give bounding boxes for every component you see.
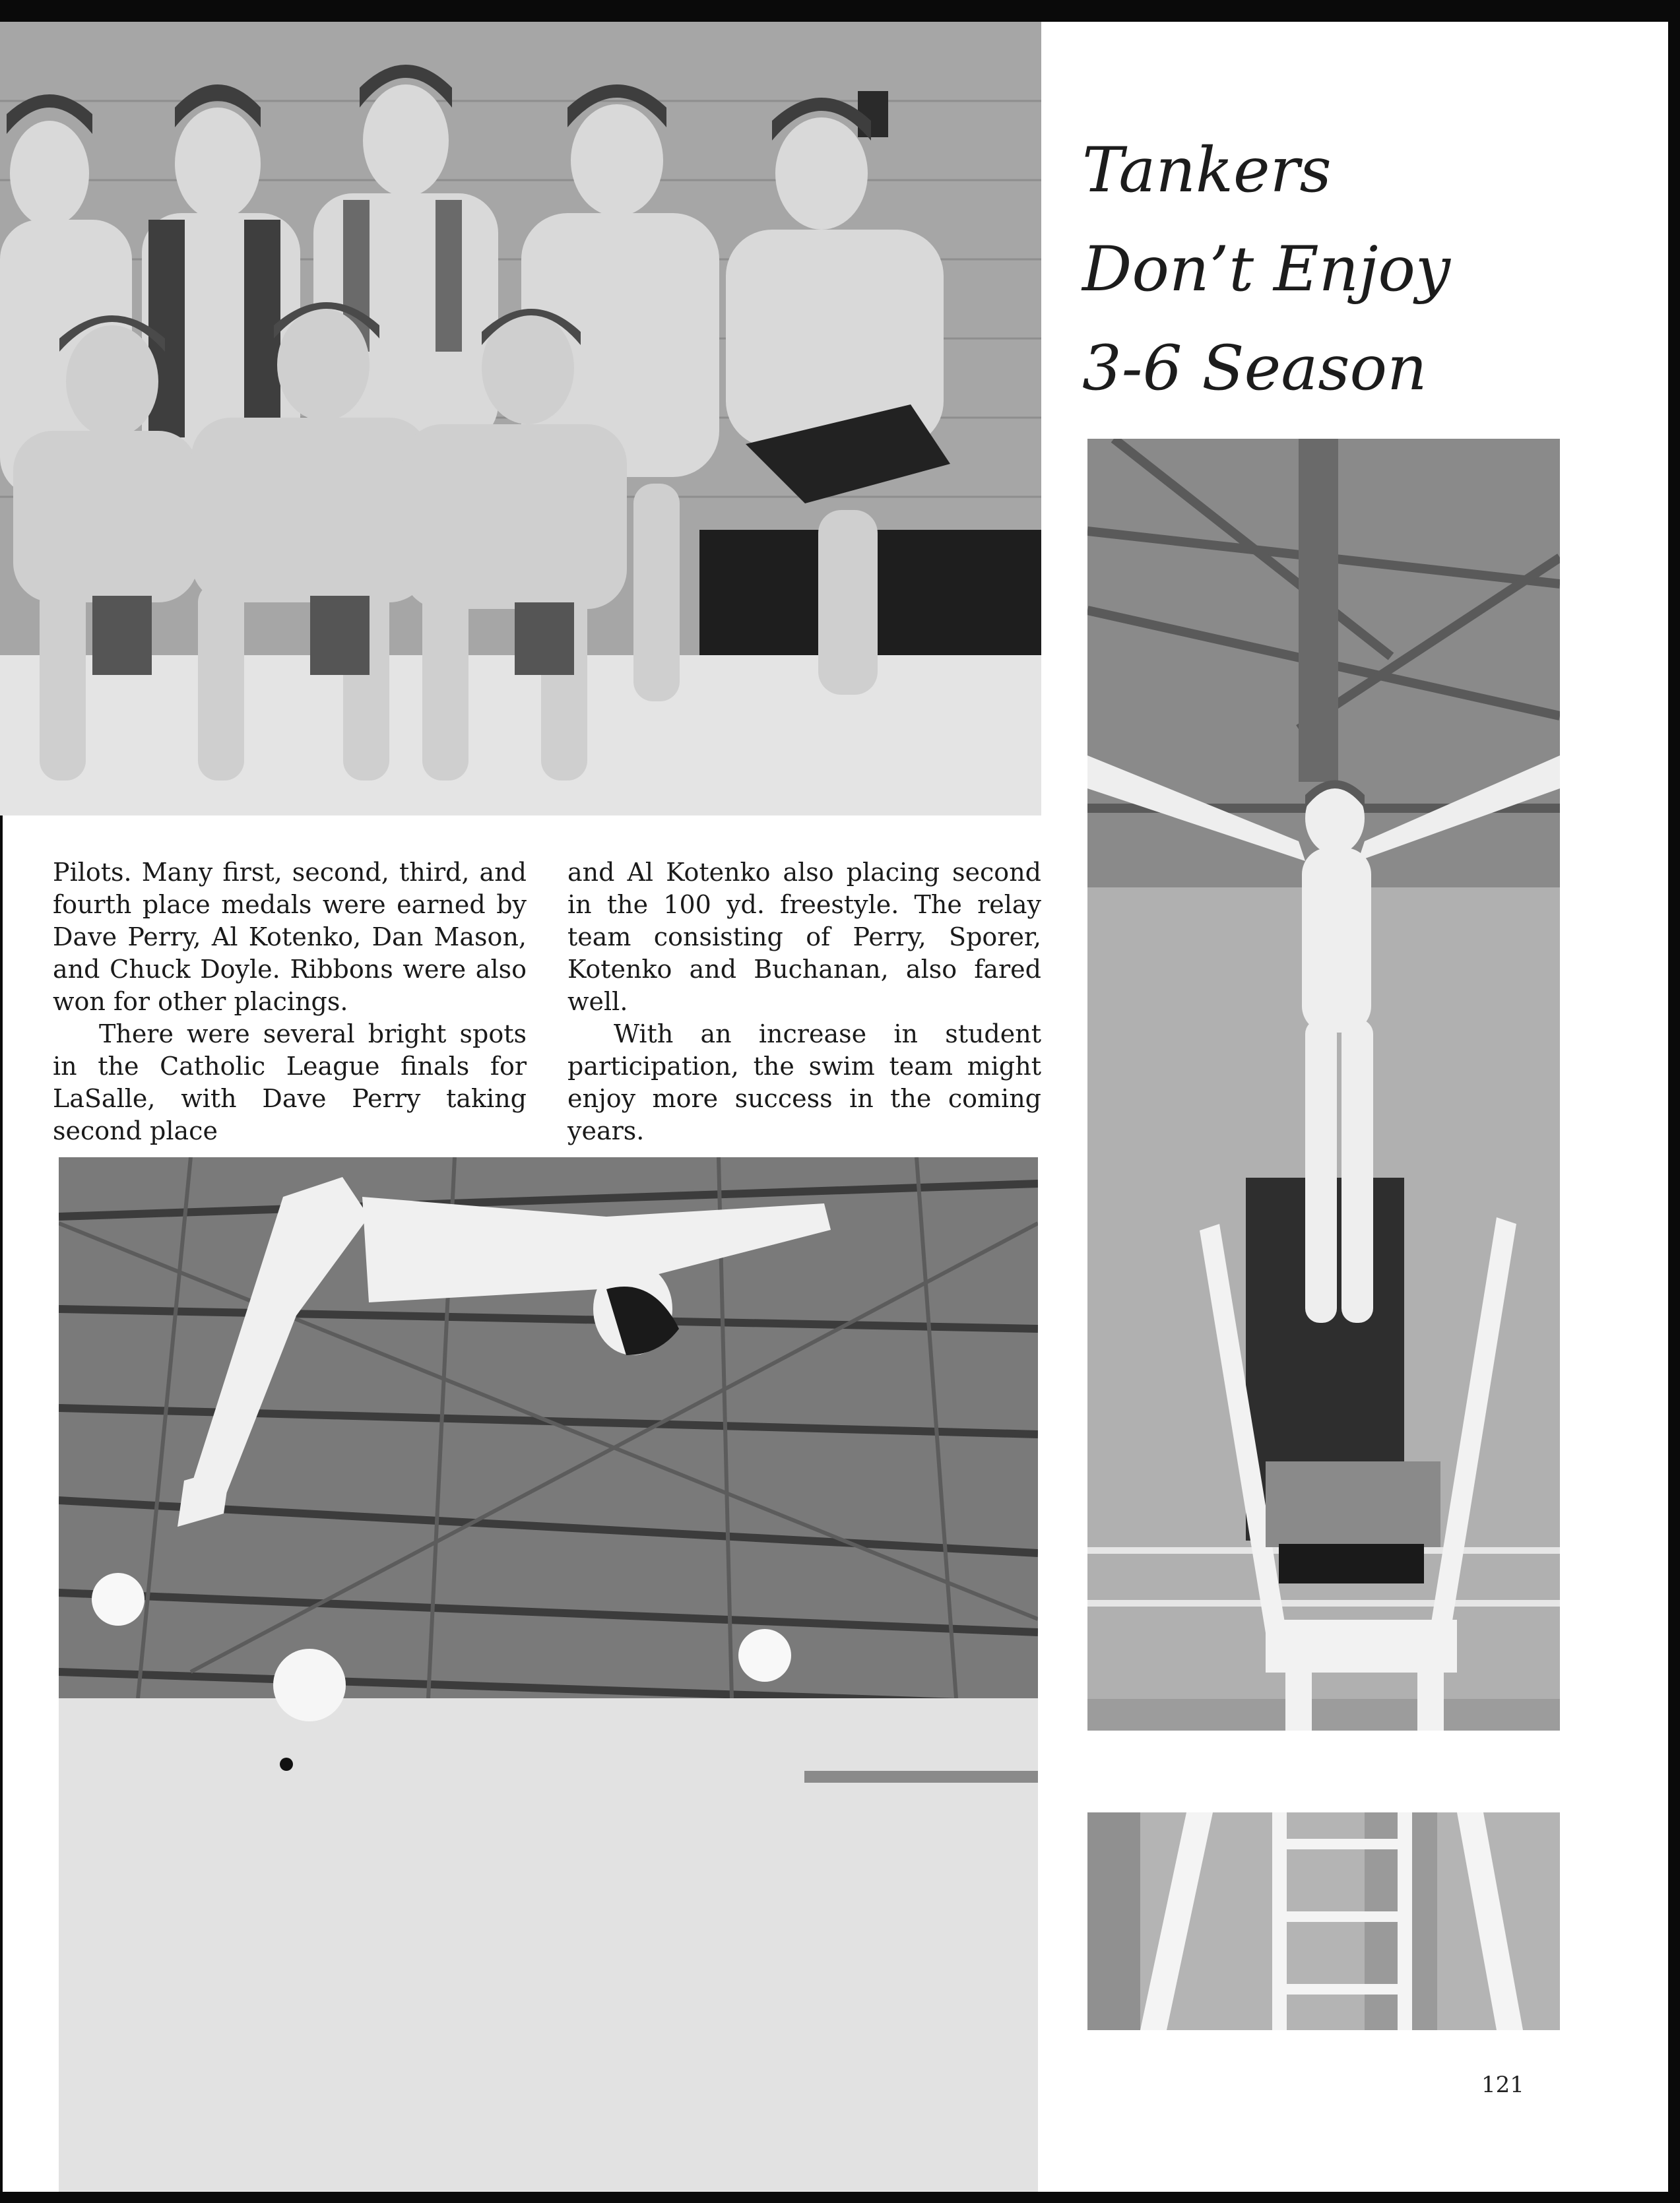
article-paragraph: With an increase in student participation, the swim team might enjoy more success in the coming years.	[567, 1019, 1041, 1145]
page-number: 121	[1481, 2072, 1524, 2098]
swim-team-photo	[0, 22, 1041, 815]
scan-border-bottom	[0, 2192, 1680, 2203]
headline-line-3: 3-6 Season	[1082, 333, 1427, 404]
article-column-left	[53, 856, 527, 1147]
diving-tower-base-photo	[1087, 1812, 1560, 2030]
article-paragraph: Pilots. Many first, second, third, and fourth place medals were earned by Dave Perry, Al Kotenko, Dan Mason, and Chuck Doyle. Ribbons were also won for other placings.	[53, 858, 527, 1016]
article-column-right	[567, 856, 1041, 1147]
headline-line-1: Tankers	[1082, 135, 1332, 207]
headline-line-2: Don’t Enjoy	[1082, 234, 1451, 305]
diver-tower-photo	[1087, 439, 1560, 1731]
article-paragraph: and Al Kotenko also placing second in the 100 yd. freestyle. The relay team consisting of Perry, Sporer, Kotenko and Buchanan, also fared well.	[567, 858, 1041, 1016]
article-paragraph: There were several bright spots in the Catholic League finals for LaSalle, with Dave Perry taking second place	[53, 1019, 527, 1145]
scan-border-top	[0, 0, 1680, 22]
diver-pike-photo	[59, 1157, 1038, 2192]
scan-border-right	[1668, 0, 1680, 2203]
